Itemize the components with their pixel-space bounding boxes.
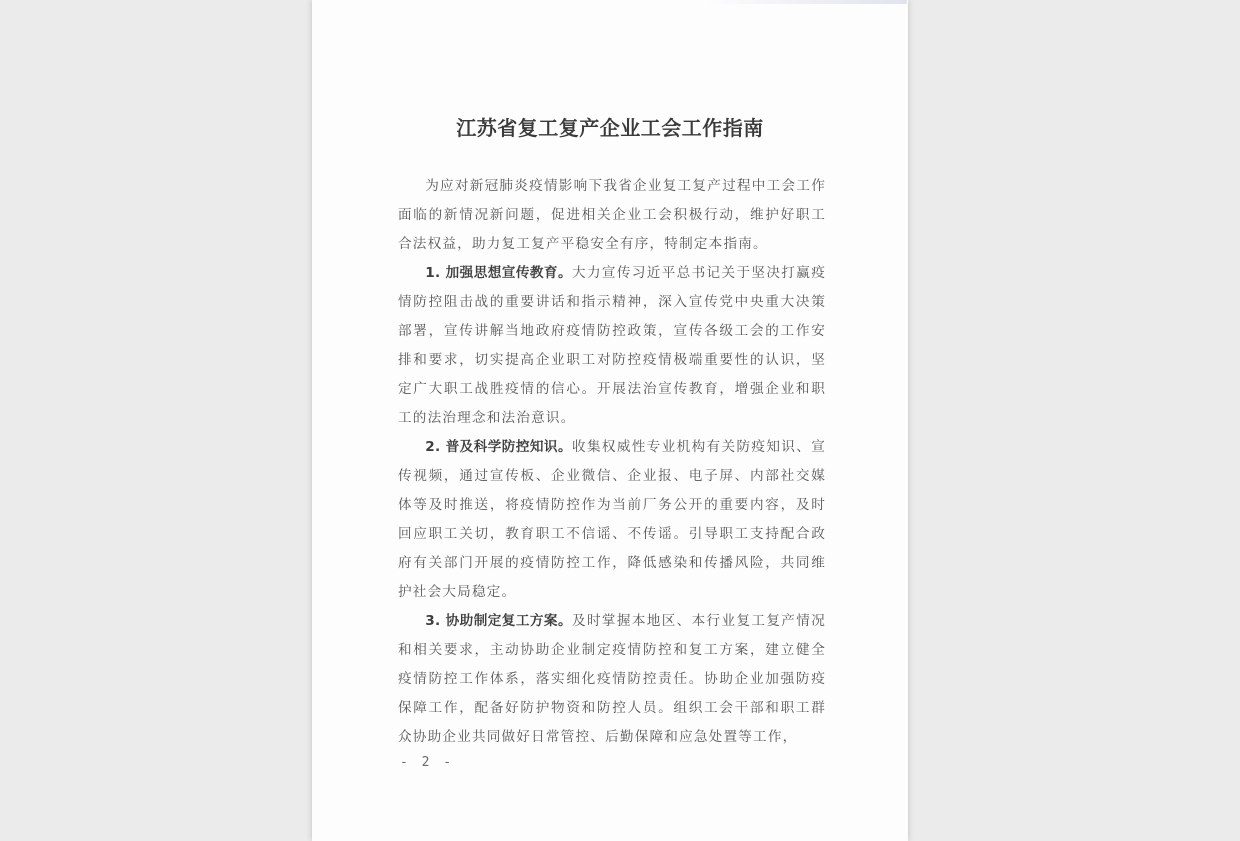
- section-text-3: 及时掌握本地区、本行业复工复产情况和相关要求，主动协助企业制定疫情防控和复工方案，建立健全疫情防控工作体系，落实细化疫情防控责任。协助企业加强防疫保障工作，配备好防护物资和防控人员。组织工会干部和职工群众协助企业共同做好日常管控、后勤保障和应急处置等工作，: [398, 613, 826, 745]
- document-page: [312, 0, 908, 841]
- section-text-1: 大力宣传习近平总书记关于坚决打赢疫情防控阻击战的重要讲话和指示精神，深入宣传党中央重大决策部署，宣传讲解当地政府疫情防控政策，宣传各级工会的工作安排和要求，切实提高企业职工对防控疫情极端重要性的认识，坚定广大职工战胜疫情的信心。开展法治宣传教育，增强企业和职工的法治理念和法治意识。: [398, 265, 826, 426]
- page-number: - 2 -: [400, 755, 455, 770]
- section-paragraph-1: [398, 259, 826, 433]
- section-heading-1: 1. 加强思想宣传教育。: [425, 265, 573, 281]
- section-text-2: 收集权威性专业机构有关防疫知识、宣传视频，通过宣传板、企业微信、企业报、电子屏、内部社交媒体等及时推送，将疫情防控作为当前厂务公开的重要内容，及时回应职工关切，教育职工不信谣、不传谣。引导职工支持配合政府有关部门开展的疫情防控工作，降低感染和传播风险，共同维护社会大局稳定。: [398, 439, 826, 600]
- section-paragraph-2: [398, 433, 826, 607]
- document-body: [398, 172, 826, 752]
- intro-paragraph: 为应对新冠肺炎疫情影响下我省企业复工复产过程中工会工作面临的新情况新问题，促进相关企业工会积极行动，维护好职工合法权益，助力复工复产平稳安全有序，特制定本指南。: [398, 178, 826, 252]
- section-paragraph-3: [398, 607, 826, 752]
- section-heading-3: 3. 协助制定复工方案。: [425, 613, 573, 629]
- section-heading-2: 2. 普及科学防控知识。: [425, 439, 573, 455]
- document-title: 江苏省复工复产企业工会工作指南: [456, 116, 764, 140]
- scan-edge-mark: [707, 0, 907, 4]
